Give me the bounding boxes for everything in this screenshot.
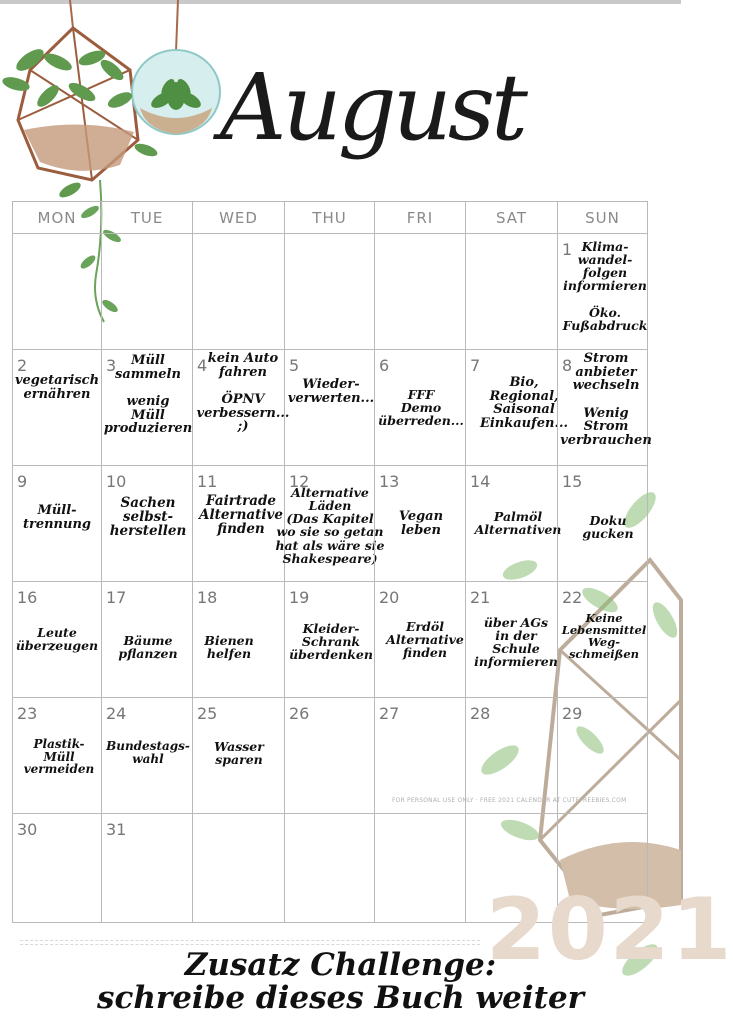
day-number: 28: [470, 704, 491, 723]
day-cell-empty: [12, 233, 102, 350]
day-number: 26: [289, 704, 310, 723]
calendar-grid: [12, 201, 652, 923]
day-cell-8[interactable]: [557, 349, 652, 466]
day-cell-3[interactable]: [101, 349, 193, 466]
day-number: 23: [17, 704, 38, 723]
day-number: 14: [470, 472, 491, 491]
day-note: Wieder- verwerten...: [287, 377, 375, 406]
day-number: 12: [289, 472, 310, 491]
day-cell-empty: [284, 233, 375, 350]
day-cell-6[interactable]: [374, 349, 466, 466]
day-cell-18[interactable]: [192, 581, 285, 698]
day-cell-14[interactable]: [465, 465, 562, 582]
month-title: August: [220, 54, 525, 161]
weekday-header-thu: THU: [284, 201, 375, 234]
day-note: über AGs in der Schule informieren: [474, 615, 558, 670]
day-number: 16: [17, 588, 38, 607]
day-number: 7: [470, 356, 481, 375]
day-cell-empty: [465, 233, 558, 350]
day-note: Erdöl Alternative finden: [386, 619, 464, 661]
day-cell-12[interactable]: [275, 465, 385, 582]
day-cell-2[interactable]: [12, 349, 102, 466]
divider: [20, 940, 480, 941]
credit-note: FOR PERSONAL USE ONLY · FREE 2021 CALENDAR AT CUTEFREEBIES.COM: [392, 797, 627, 804]
day-number: 19: [289, 588, 310, 607]
day-cell-empty: [374, 813, 466, 923]
day-number: 10: [106, 472, 127, 491]
day-cell-30[interactable]: [12, 813, 102, 923]
day-note: Fairtrade Alternative finden: [199, 493, 283, 538]
day-cell-23[interactable]: [12, 697, 102, 814]
day-number: 27: [379, 704, 400, 723]
day-cell-13[interactable]: [374, 465, 466, 582]
day-note: Bio, Regional, Saisonal Einkaufen...: [479, 375, 569, 431]
day-cell-21[interactable]: [465, 581, 558, 698]
day-note: vegetarisch ernähren: [14, 373, 100, 402]
day-note: FFF Demo überreden...: [378, 387, 464, 429]
day-number: 4: [197, 356, 208, 375]
day-number: 25: [197, 704, 218, 723]
day-cell-15[interactable]: [557, 465, 648, 582]
day-number: 5: [289, 356, 300, 375]
day-cell-empty: [192, 233, 285, 350]
day-number: 20: [379, 588, 400, 607]
day-number: 24: [106, 704, 127, 723]
year-watermark: 2021: [486, 880, 733, 980]
day-note: Vegan leben: [398, 509, 444, 538]
day-note: Müll- trennung: [22, 503, 92, 532]
weekday-header-sat: SAT: [465, 201, 558, 234]
day-note: Strom anbieter wechseln Wenig Strom verbrauchen: [560, 351, 652, 448]
challenge-line-2: schreibe dieses Buch weiter: [97, 980, 584, 1016]
day-cell-10[interactable]: [101, 465, 193, 582]
day-number: 21: [470, 588, 491, 607]
day-note: Plastik- Müll vermeiden: [23, 737, 95, 777]
day-note: Palmöl Alternativen: [474, 509, 562, 538]
day-cell-16[interactable]: [12, 581, 102, 698]
day-cell-20[interactable]: [374, 581, 466, 698]
day-number: 6: [379, 356, 390, 375]
day-cell-4[interactable]: [192, 349, 290, 466]
day-number: 9: [17, 472, 28, 491]
day-cell-empty: [284, 813, 375, 923]
day-cell-empty: [192, 813, 285, 923]
day-cell-9[interactable]: [12, 465, 102, 582]
day-number: 2: [17, 356, 28, 375]
day-note: Leute überzeugen: [15, 625, 99, 654]
day-note: Alternative Läden (Das Kapitel wo sie so getan hat als wäre sie Shakespeare): [275, 485, 385, 566]
day-note: Bäume pflanzen: [118, 633, 178, 662]
day-number: 8: [562, 356, 573, 375]
day-cell-25[interactable]: [192, 697, 285, 814]
day-cell-5[interactable]: [284, 349, 375, 466]
day-cell-empty: [101, 233, 193, 350]
day-note: Kleider- Schrank überdenken: [289, 621, 373, 663]
day-note: kein Auto fahren ÖPNV verbessern... ;): [196, 351, 290, 435]
day-cell-22[interactable]: [557, 581, 648, 698]
day-number: 31: [106, 820, 127, 839]
day-cell-7[interactable]: [465, 349, 569, 466]
day-cell-31[interactable]: [101, 813, 193, 923]
day-note: Klima- wandel- folgen informieren Öko. Fußabdruck: [562, 239, 648, 333]
day-number: 30: [17, 820, 38, 839]
day-number: 1: [562, 240, 573, 259]
day-cell-26[interactable]: [284, 697, 375, 814]
day-note: Wasser sparen: [214, 739, 264, 768]
weekday-header-mon: MON: [12, 201, 102, 234]
day-number: 29: [562, 704, 583, 723]
day-note: Keine Lebensmittel Weg- schmeißen: [561, 611, 647, 662]
day-number: 3: [106, 356, 117, 375]
day-cell-empty: [374, 233, 466, 350]
day-number: 15: [562, 472, 583, 491]
weekday-header-tue: TUE: [101, 201, 193, 234]
day-cell-24[interactable]: [101, 697, 193, 814]
weekday-header-sun: SUN: [557, 201, 648, 234]
weekday-header-fri: FRI: [374, 201, 466, 234]
day-number: 18: [197, 588, 218, 607]
day-cell-1[interactable]: [557, 233, 648, 350]
day-number: 17: [106, 588, 127, 607]
day-note: Sachen selbst- herstellen: [109, 495, 187, 540]
day-note: Müll sammeln wenig Müll produzieren: [103, 353, 193, 437]
day-number: 22: [562, 588, 583, 607]
day-cell-19[interactable]: [284, 581, 375, 698]
day-note: Doku gucken: [582, 513, 634, 542]
day-number: 13: [379, 472, 400, 491]
challenge-line-1: Zusatz Challenge:: [184, 947, 497, 983]
day-number: 11: [197, 472, 218, 491]
divider: [20, 944, 480, 945]
day-note: Bienen helfen: [204, 633, 254, 662]
weekday-header-wed: WED: [192, 201, 285, 234]
day-note: Bundestags- wahl: [106, 739, 190, 766]
